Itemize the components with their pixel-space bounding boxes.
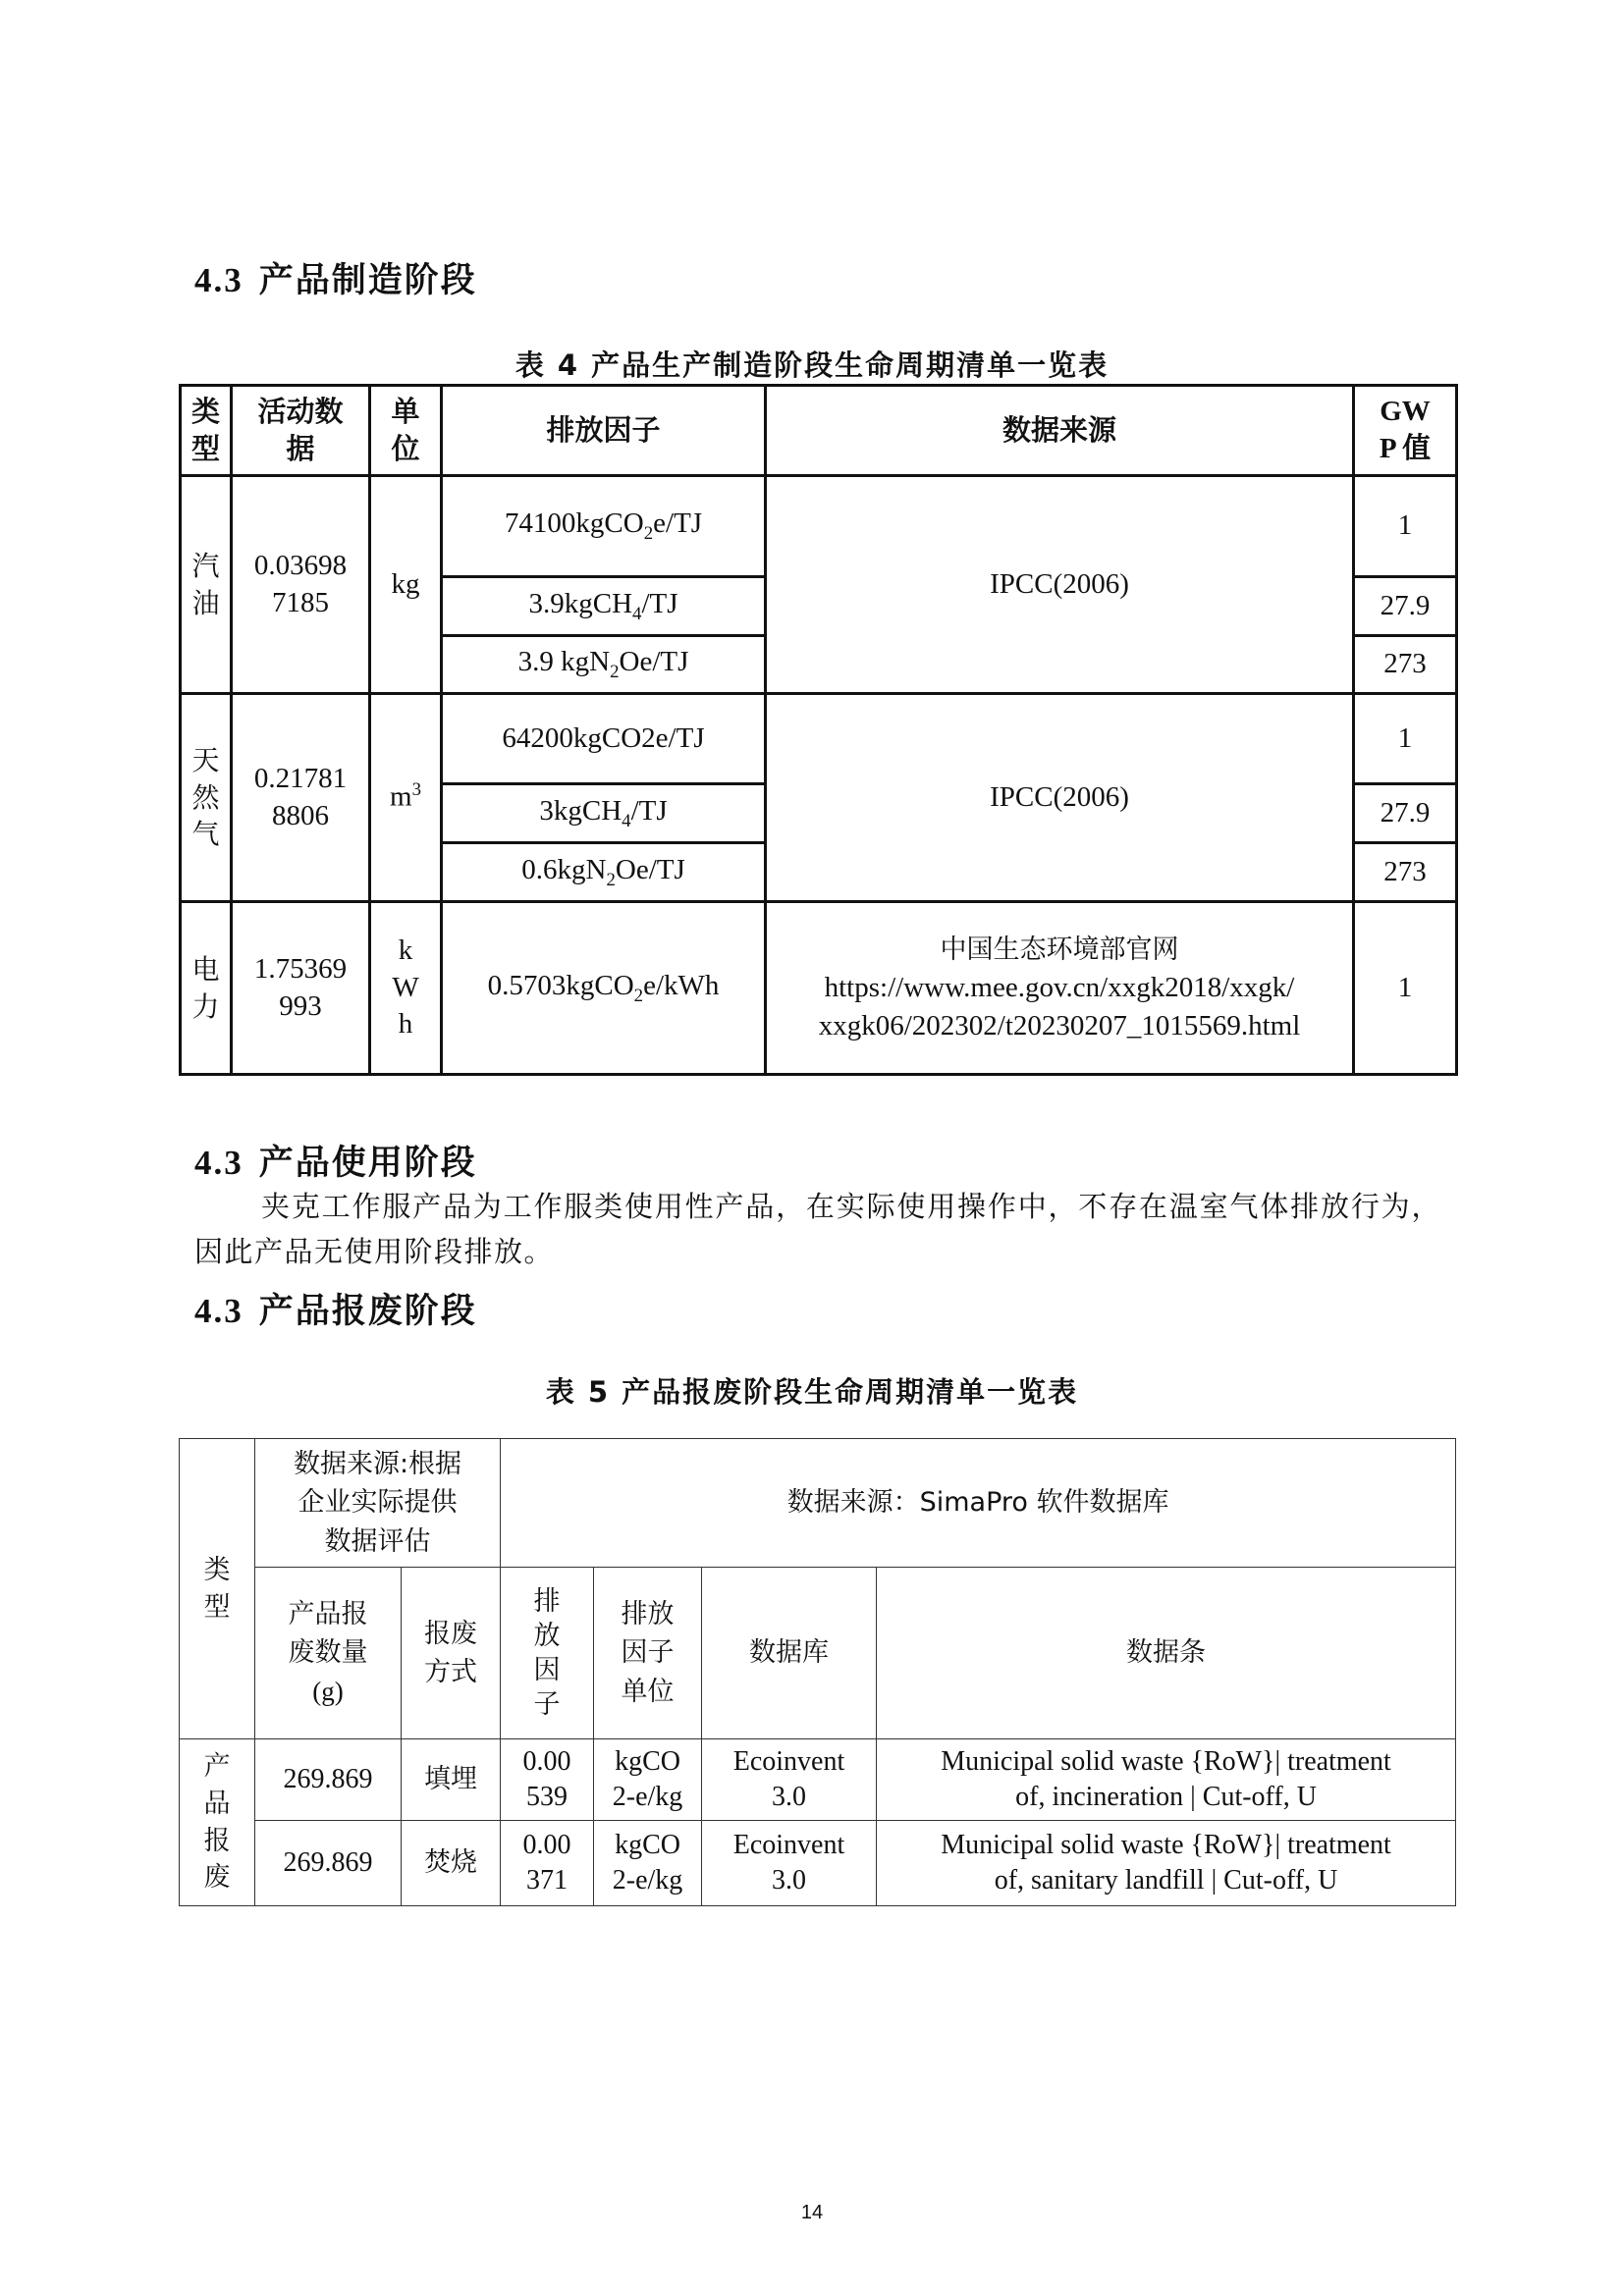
gwp-value: 273 bbox=[1354, 843, 1457, 902]
table-header-row bbox=[180, 1568, 1456, 1739]
gwp-value: 1 bbox=[1354, 902, 1457, 1075]
header-entry: 数据条 bbox=[877, 1568, 1456, 1739]
page-number: 14 bbox=[800, 2202, 824, 2223]
data-source: 中国生态环境部官网 https://www.mee.gov.cn/xxgk2018/xxgk/ xxgk06/202302/t20230207_1015569.html bbox=[766, 902, 1354, 1075]
row-unit: k W h bbox=[370, 902, 442, 1075]
header-database: 数据库 bbox=[702, 1568, 877, 1739]
row-method: 填埋 bbox=[402, 1739, 501, 1821]
row-db: Ecoinvent 3.0 bbox=[702, 1739, 877, 1821]
section-title: 产品制造阶段 bbox=[258, 261, 477, 300]
section-number: 4.3 bbox=[194, 1292, 244, 1330]
table-row-gasoline bbox=[181, 476, 1457, 577]
gwp-value: 273 bbox=[1354, 636, 1457, 694]
row-unit: kgCO 2-e/kg bbox=[594, 1821, 702, 1906]
header-method: 报废 方式 bbox=[402, 1568, 501, 1739]
emission-factor: 0.6kgN$_2$Oe/TJ bbox=[442, 843, 766, 902]
row-factor: 0.00 539 bbox=[501, 1739, 594, 1821]
table5-end-of-life-inventory bbox=[179, 1438, 1456, 1906]
table5-caption: 表 5 产品报废阶段生命周期清单一览表 bbox=[545, 1375, 1079, 1409]
row-db: Ecoinvent 3.0 bbox=[702, 1821, 877, 1906]
table4-caption: 表 4 产品生产制造阶段生命周期清单一览表 bbox=[514, 348, 1110, 382]
emission-factor: 64200kgCO2e/TJ bbox=[442, 694, 766, 784]
section-number: 4.3 bbox=[194, 261, 244, 299]
emission-factor: 0.5703kgCO$_2$e/kWh bbox=[442, 902, 766, 1075]
header-type: 类 型 bbox=[181, 386, 232, 476]
emission-factor: 3.9kgCH$_4$/TJ bbox=[442, 577, 766, 636]
gwp-value: 27.9 bbox=[1354, 577, 1457, 636]
row-qty: 269.869 bbox=[255, 1739, 402, 1821]
header-activity: 活动数 据 bbox=[232, 386, 370, 476]
section-title: 产品报废阶段 bbox=[258, 1292, 477, 1331]
emission-factor: 3kgCH$_4$/TJ bbox=[442, 784, 766, 843]
row-unit: kgCO 2-e/kg bbox=[594, 1739, 702, 1821]
table-row-electricity bbox=[181, 902, 1457, 1075]
gwp-value: 1 bbox=[1354, 694, 1457, 784]
row-entry: Municipal solid waste {RoW}| treatment of, sanitary landfill | Cut-off, U bbox=[877, 1821, 1456, 1906]
emission-factor: 3.9 kgN$_2$Oe/TJ bbox=[442, 636, 766, 694]
emission-factor: 74100kgCO$_2$e/TJ bbox=[442, 476, 766, 577]
header-factor: 排放因子 bbox=[442, 386, 766, 476]
section-number: 4.3 bbox=[194, 1144, 244, 1182]
section-title: 产品使用阶段 bbox=[258, 1144, 477, 1183]
row-type: 天 然 气 bbox=[181, 694, 232, 902]
header-unit: 单 位 bbox=[370, 386, 442, 476]
header-factor: 排 放 因 子 bbox=[501, 1568, 594, 1739]
table4-manufacturing-inventory bbox=[179, 384, 1458, 1076]
header-type: 类 型 bbox=[180, 1439, 255, 1739]
header-factor-unit: 排放 因子 单位 bbox=[594, 1568, 702, 1739]
data-source: IPCC(2006) bbox=[766, 694, 1354, 902]
row-activity: 0.21781 8806 bbox=[232, 694, 370, 902]
header-simapro-source: 数据来源：SimaPro 软件数据库 bbox=[501, 1439, 1456, 1568]
gwp-value: 27.9 bbox=[1354, 784, 1457, 843]
row-unit: kg bbox=[370, 476, 442, 694]
row-entry: Municipal solid waste {RoW}| treatment of, incineration | Cut-off, U bbox=[877, 1739, 1456, 1821]
row-type: 产 品 报 废 bbox=[180, 1739, 255, 1906]
section-heading-use bbox=[194, 1136, 477, 1185]
header-qty: 产品报 废数量 (g) bbox=[255, 1568, 402, 1739]
table-row bbox=[180, 1739, 1456, 1821]
section-heading-end-of-life bbox=[194, 1284, 477, 1333]
gwp-value: 1 bbox=[1354, 476, 1457, 577]
header-company-source: 数据来源:根据 企业实际提供 数据评估 bbox=[255, 1439, 501, 1568]
header-source: 数据来源 bbox=[766, 386, 1354, 476]
table-group-header-row bbox=[180, 1439, 1456, 1568]
table-row bbox=[180, 1821, 1456, 1906]
data-source: IPCC(2006) bbox=[766, 476, 1354, 694]
header-gwp: GW P 值 bbox=[1354, 386, 1457, 476]
table-header-row bbox=[181, 386, 1457, 476]
row-activity: 0.03698 7185 bbox=[232, 476, 370, 694]
row-factor: 0.00 371 bbox=[501, 1821, 594, 1906]
section-heading-manufacturing bbox=[194, 253, 477, 302]
row-method: 焚烧 bbox=[402, 1821, 501, 1906]
row-type: 汽 油 bbox=[181, 476, 232, 694]
row-unit: $m^3$ bbox=[370, 694, 442, 902]
row-qty: 269.869 bbox=[255, 1821, 402, 1906]
row-type: 电 力 bbox=[181, 902, 232, 1075]
row-activity: 1.75369 993 bbox=[232, 902, 370, 1075]
table-row-natural-gas bbox=[181, 694, 1457, 784]
use-stage-paragraph: 夹克工作服产品为工作服类使用性产品，在实际使用操作中，不存在温室气体排放行为，因此产品无使用阶段排放。 bbox=[194, 1190, 1441, 1268]
